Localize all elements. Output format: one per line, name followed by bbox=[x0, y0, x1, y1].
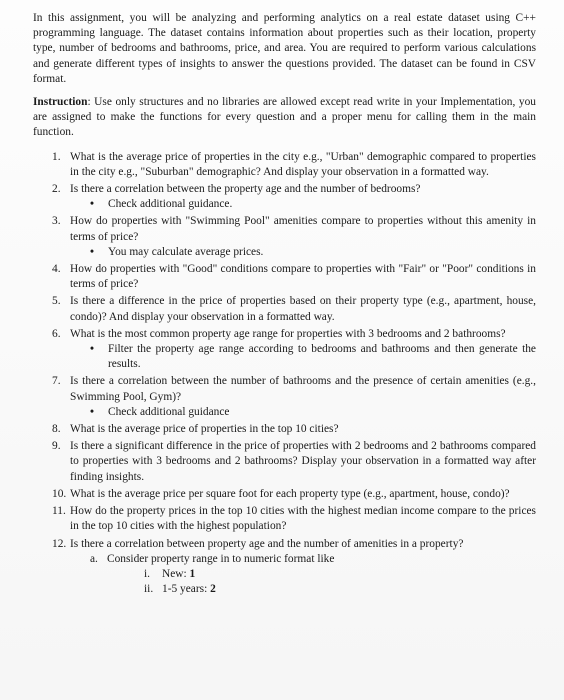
guidance-text: Check additional guidance. bbox=[108, 198, 233, 211]
question-text: Is there a correlation between the number of bathrooms and the presence of certain amenities (e.g., Swimming Pool, Gym)? bbox=[70, 375, 536, 403]
question-number: 11. bbox=[52, 505, 66, 518]
question-number: 9. bbox=[52, 440, 61, 453]
question-number: 1. bbox=[52, 150, 61, 163]
roman-item bbox=[107, 582, 536, 597]
question-text: Is there a difference in the price of properties based on their property type (e.g., apartment, house, condo)? And display your observation in a formatted way. bbox=[70, 295, 536, 323]
roman-value: 2 bbox=[210, 583, 216, 596]
question-number: 3. bbox=[52, 215, 61, 228]
question-text: Is there a correlation between the property age and the number of bedrooms? bbox=[70, 183, 421, 196]
instruction-text: : Use only structures and no libraries are allowed except read write in your Implementation, you are assigned to make the functions for every question and a proper menu for calling them in the main function. bbox=[33, 96, 536, 139]
roman-value: 1 bbox=[189, 567, 196, 580]
question-item bbox=[33, 487, 536, 502]
question-number: 6. bbox=[52, 327, 61, 340]
question-item bbox=[33, 150, 536, 180]
bullet-icon: • bbox=[90, 343, 94, 356]
roman-label: 1-5 years: bbox=[162, 583, 211, 596]
guidance-item bbox=[70, 197, 536, 212]
guidance-list bbox=[70, 197, 536, 212]
question-text: What is the most common property age range for properties with 3 bedrooms and 2 bathrooms? bbox=[70, 327, 506, 340]
roman-marker: ii. bbox=[144, 583, 154, 596]
question-number: 7. bbox=[52, 375, 61, 388]
question-item bbox=[33, 504, 536, 534]
question-number: 2. bbox=[52, 183, 61, 196]
question-item bbox=[33, 439, 536, 485]
roman-label: New: bbox=[162, 567, 190, 580]
question-item bbox=[33, 327, 536, 373]
guidance-text: Check additional guidance bbox=[108, 405, 230, 418]
question-list bbox=[33, 150, 536, 598]
question-text: What is the average price of properties in the top 10 cities? bbox=[70, 423, 339, 436]
question-text: How do properties with "Good" conditions compare to properties with "Fair" or "Poor" conditions in terms of price? bbox=[70, 263, 536, 291]
guidance-item bbox=[70, 342, 536, 372]
document-content bbox=[33, 11, 536, 599]
bullet-icon: • bbox=[90, 198, 94, 211]
roman-marker: i. bbox=[144, 567, 151, 580]
sub-item-text: Consider property range in to numeric format like bbox=[107, 552, 335, 565]
roman-item bbox=[107, 567, 536, 582]
intro-paragraph: In this assignment, you will be analyzing and performing analytics on a real estate dataset using C++ programming language. The dataset contains information about properties such as their location, property type, number of bedrooms and bathrooms, price, and area. You are required to perform various calculations and generate different types of insights to answer the questions provided. The dataset can be found in CSV format. bbox=[33, 12, 536, 85]
question-item bbox=[33, 182, 536, 212]
sub-item-a bbox=[70, 552, 536, 598]
question-number: 10. bbox=[52, 487, 67, 500]
question-number: 4. bbox=[52, 263, 61, 276]
instruction-label: Instruction bbox=[33, 96, 88, 109]
bullet-icon: • bbox=[90, 245, 94, 258]
question-number: 8. bbox=[52, 423, 61, 436]
instruction-paragraph bbox=[33, 95, 536, 141]
question-number: 5. bbox=[52, 295, 61, 308]
guidance-item bbox=[70, 405, 536, 420]
question-item bbox=[33, 537, 536, 598]
sub-item-marker: a. bbox=[90, 552, 98, 565]
question-text: What is the average price per square foot for each property type (e.g., apartment, house, condo)? bbox=[70, 487, 510, 500]
question-item bbox=[33, 422, 536, 437]
guidance-list bbox=[70, 405, 536, 420]
guidance-text: Filter the property age range according to bedrooms and bathrooms and then generate the results. bbox=[108, 343, 536, 371]
question-item bbox=[33, 294, 536, 324]
question-item bbox=[33, 214, 536, 260]
question-text: How do the property prices in the top 10 cities with the highest median income compare to the prices in the top 10 cities with the highest population? bbox=[70, 505, 536, 533]
question-item bbox=[33, 374, 536, 420]
question-text: Is there a significant difference in the price of properties with 2 bedrooms and 2 bathrooms compared to properties with 3 bedrooms and 2 bathrooms? Display your observation in a formatted way after finding insights. bbox=[70, 440, 536, 483]
bullet-icon: • bbox=[90, 405, 94, 418]
question-number: 12. bbox=[52, 537, 67, 550]
question-text: How do properties with "Swimming Pool" amenities compare to properties without this amenity in terms of price? bbox=[70, 215, 536, 243]
question-text: What is the average price of properties in the city e.g., "Urban" demographic compared to properties in the city e.g., "Suburban" demographic? And display your observation in a formatted way. bbox=[70, 150, 536, 178]
question-text: Is there a correlation between property age and the number of amenities in a property? bbox=[70, 537, 464, 550]
guidance-text: You may calculate average prices. bbox=[108, 245, 264, 258]
guidance-list bbox=[70, 245, 536, 260]
guidance-item bbox=[70, 245, 536, 260]
question-item bbox=[33, 262, 536, 292]
guidance-list bbox=[70, 342, 536, 372]
